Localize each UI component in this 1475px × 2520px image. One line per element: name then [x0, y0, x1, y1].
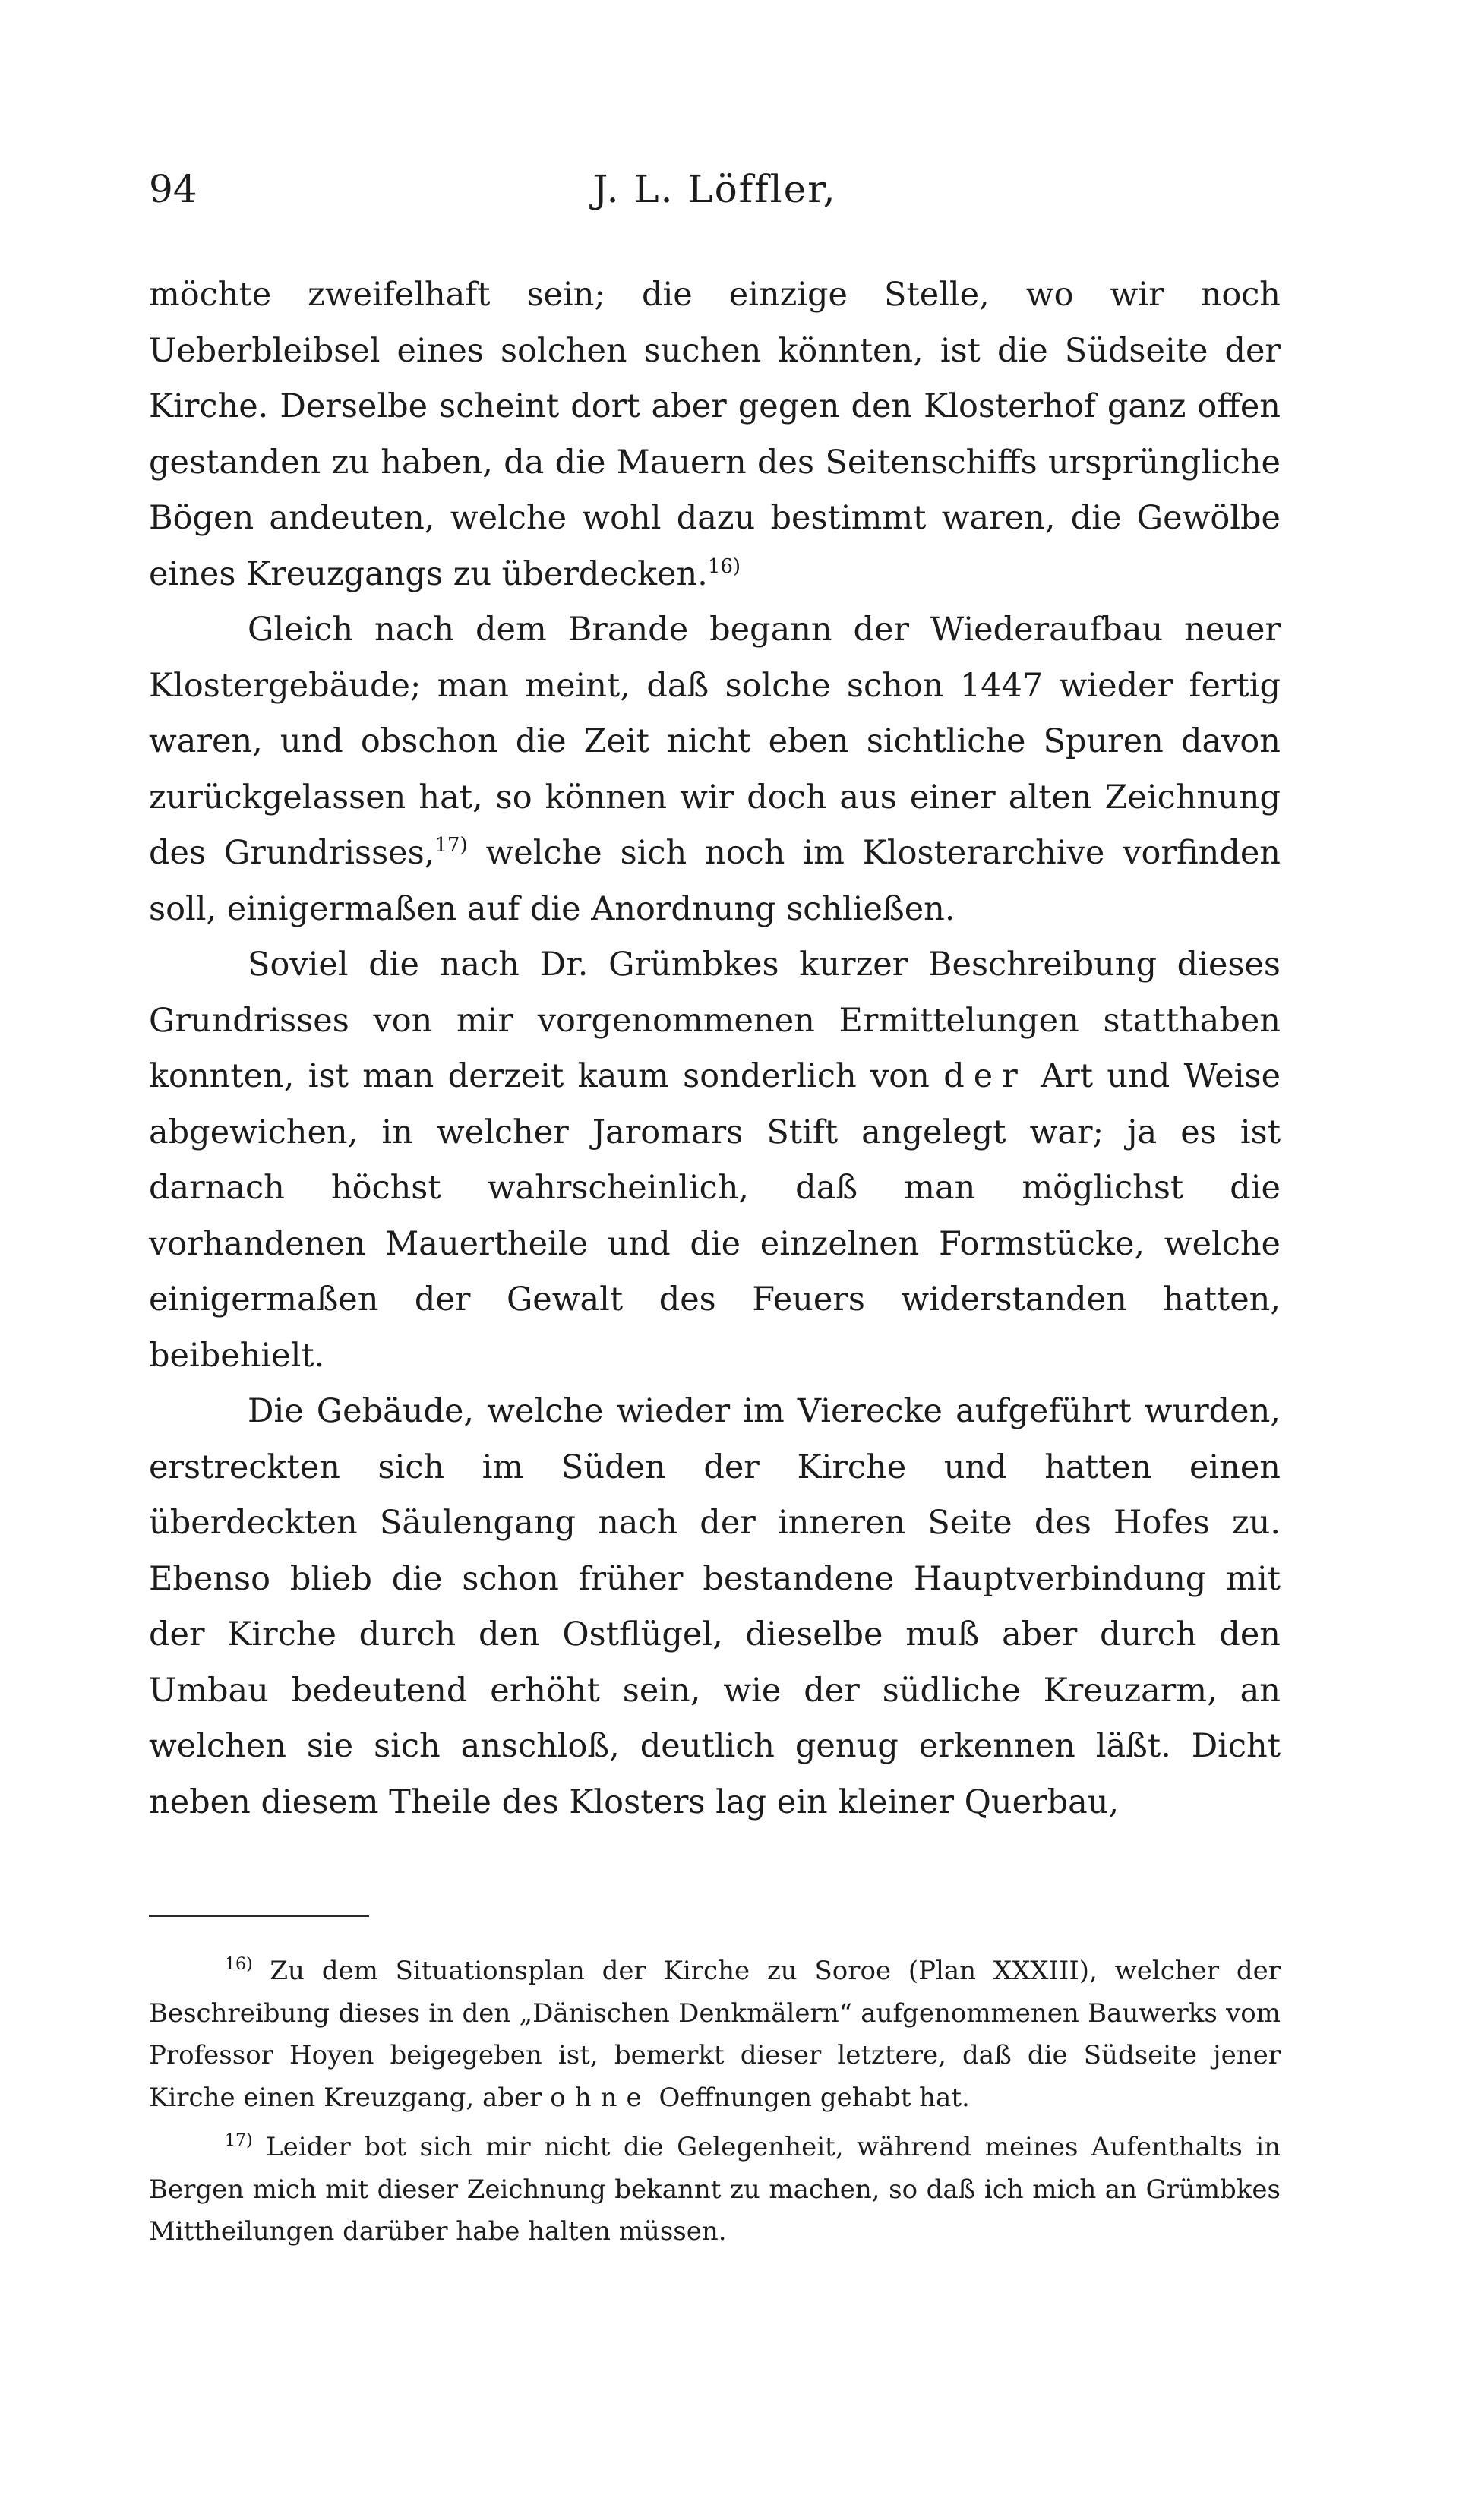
paragraph-2-text-a: Gleich nach dem Brande begann der Wiederaufbau neuer Klostergebäude; man meint, daß solche schon 1447 wieder fertig waren, und obschon die Zeit nicht eben sichtliche Spuren davon zurückgelassen hat, so können wir doch aus einer alten Zeichnung des Grundrisses,	[149, 611, 1281, 872]
footnote-16-text-b: Oeffnungen gehabt hat.	[659, 2082, 970, 2113]
paragraph-3-spaced-word: der	[943, 1057, 1027, 1095]
footnote-16-spaced-word: ohne	[550, 2082, 651, 2113]
page-header	[149, 163, 1281, 216]
footnote-17	[149, 2127, 1281, 2253]
footnote-divider	[149, 1915, 369, 1917]
footnote-ref-17: 17)	[434, 834, 468, 857]
paragraph-4	[149, 1384, 1281, 1830]
paragraph-3	[149, 937, 1281, 1384]
footnote-16-marker: 16)	[225, 1955, 253, 1974]
main-text	[149, 267, 1281, 1830]
footnote-16-text-a: Zu dem Situationsplan der Kirche zu Soroe (Plan XXXIII), welcher der Beschreibung dieses in den „Dänischen Denkmälern“ aufgenommenen Bauwerks vom Professor Hoyen beigegeben ist, bemerkt dieser letztere, daß die Südseite jener Kirche einen Kreuzgang, aber	[149, 1956, 1281, 2113]
paragraph-2-text-b: welche sich noch im Klosterarchive vorfinden soll, einigermaßen auf die Anordnung schließen.	[149, 834, 1281, 928]
footnote-16	[149, 1950, 1281, 2119]
paragraph-1-text: möchte zweifelhaft sein; die einzige Stelle, wo wir noch Ueberbleibsel eines solchen suchen könnten, ist die Südseite der Kirche. Derselbe scheint dort aber gegen den Klosterhof ganz offen gestanden zu haben, da die Mauern des Seitenschiffs ursprüngliche Bögen andeuten, welche wohl dazu bestimmt waren, die Gewölbe eines Kreuzgangs zu überdecken.	[149, 276, 1281, 593]
footnotes	[149, 1950, 1281, 2253]
paragraph-3-text-a: Soviel die nach Dr. Grümbkes kurzer Beschreibung dieses Grundrisses von mir vorgenommenen Ermittelungen statthaben konnten, ist man derzeit kaum sonderlich von	[149, 946, 1281, 1095]
footnote-ref-16: 16)	[707, 554, 741, 578]
running-title: J. L. Löffler,	[592, 167, 837, 211]
paragraph-4-text: Die Gebäude, welche wieder im Vierecke aufgeführt wurden, erstreckten sich im Süden der Kirche und hatten einen überdeckten Säulengang nach der inneren Seite des Hofes zu. Ebenso blieb die schon früher bestandene Hauptverbindung mit der Kirche durch den Ostflügel, dieselbe muß aber durch den Umbau bedeutend erhöht sein, wie der südliche Kreuzarm, an welchen sie sich anschloß, deutlich genug erkennen läßt. Dicht neben diesem Theile des Klosters lag ein kleiner Querbau,	[149, 1392, 1281, 1821]
paragraph-2	[149, 602, 1281, 937]
page-number: 94	[149, 167, 197, 211]
paragraph-1	[149, 267, 1281, 602]
footnote-17-marker: 17)	[225, 2131, 253, 2150]
footnote-17-text: Leider bot sich mir nicht die Gelegenheit, während meines Aufenthalts in Bergen mich mit dieser Zeichnung bekannt zu machen, so daß ich mich an Grümbkes Mittheilungen darüber habe halten müssen.	[149, 2132, 1281, 2247]
paragraph-3-text-b: Art und Weise abgewichen, in welcher Jaromars Stift angelegt war; ja es ist darnach höchst wahrscheinlich, daß man möglichst die vorhandenen Mauertheile und die einzelnen Formstücke, welche einigermaßen der Gewalt des Feuers widerstanden hatten, beibehielt.	[149, 1057, 1281, 1375]
